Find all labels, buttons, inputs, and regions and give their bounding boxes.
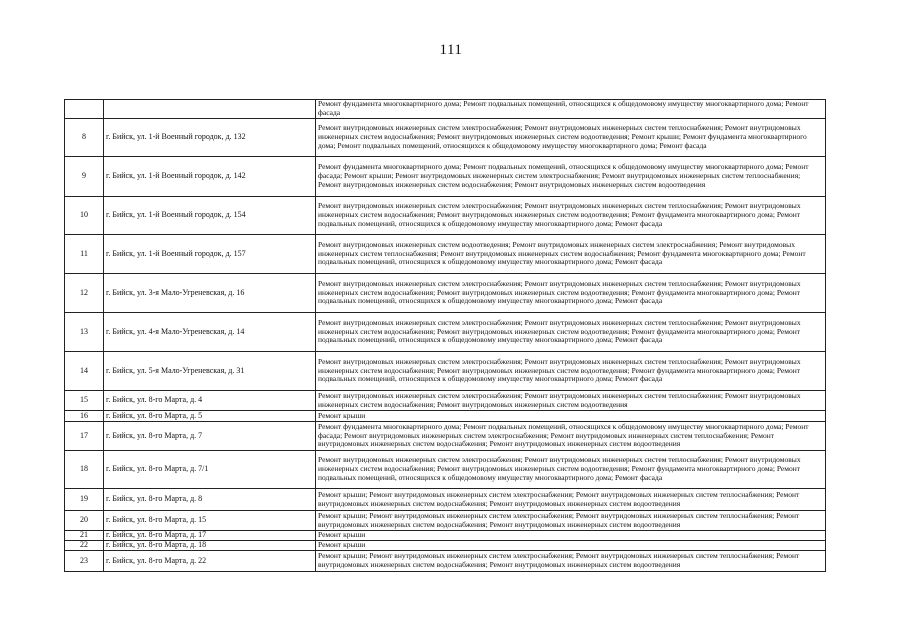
row-address: г. Бийск, ул. 8-го Марта, д. 7/1	[104, 451, 316, 489]
row-address: г. Бийск, ул. 1-й Военный городок, д. 154	[104, 197, 316, 235]
table-row	[65, 422, 826, 451]
row-number: 19	[65, 489, 104, 511]
row-number: 22	[65, 541, 104, 551]
row-number: 12	[65, 274, 104, 313]
table-row	[65, 274, 826, 313]
row-number: 8	[65, 119, 104, 157]
row-number: 17	[65, 422, 104, 451]
row-number: 10	[65, 197, 104, 235]
row-address: г. Бийск, ул. 4-я Мало-Угреневская, д. 14	[104, 313, 316, 352]
row-number: 21	[65, 531, 104, 541]
row-number: 11	[65, 235, 104, 274]
row-works: Ремонт внутридомовых инженерных систем электроснабжения; Ремонт внутридомовых инженерных систем теплоснабжения; Ремонт внутридомовых инженерных систем водоснабжения; Ремонт внутридомовых инженерных систем водоотведения; Ремонт фундамента многоквартирного дома; Ремонт подвальных помещений, относящихся к общедомовому имуществу многоквартирного дома; Ремонт фасада	[316, 274, 826, 313]
row-address: г. Бийск, ул. 1-й Военный городок, д. 157	[104, 235, 316, 274]
table-row	[65, 119, 826, 157]
row-works: Ремонт крыши	[316, 541, 826, 551]
row-works: Ремонт внутридомовых инженерных систем электроснабжения; Ремонт внутридомовых инженерных систем теплоснабжения; Ремонт внутридомовых инженерных систем водоснабжения; Ремонт внутридомовых инженерных систем водоотведения; Ремонт фундамента многоквартирного дома; Ремонт подвальных помещений, относящихся к общедомовому имуществу многоквартирного дома; Ремонт фасада	[316, 352, 826, 391]
row-address	[104, 100, 316, 119]
row-address: г. Бийск, ул. 1-й Военный городок, д. 142	[104, 157, 316, 197]
row-works: Ремонт крыши	[316, 531, 826, 541]
row-works: Ремонт крыши	[316, 411, 826, 422]
table-row	[65, 235, 826, 274]
row-address: г. Бийск, ул. 8-го Марта, д. 18	[104, 541, 316, 551]
row-number: 18	[65, 451, 104, 489]
table-row	[65, 197, 826, 235]
table-row	[65, 551, 826, 572]
row-works: Ремонт внутридомовых инженерных систем электроснабжения; Ремонт внутридомовых инженерных систем теплоснабжения; Ремонт внутридомовых инженерных систем водоснабжения; Ремонт внутридомовых инженерных систем водоотведения; Ремонт фундамента многоквартирного дома; Ремонт подвальных помещений, относящихся к общедомовому имуществу многоквартирного дома; Ремонт фасада	[316, 451, 826, 489]
table-row	[65, 451, 826, 489]
row-address: г. Бийск, ул. 8-го Марта, д. 7	[104, 422, 316, 451]
table-row	[65, 352, 826, 391]
row-works: Ремонт фундамента многоквартирного дома; Ремонт подвальных помещений, относящихся к общедомовому имуществу многоквартирного дома; Ремонт фасада	[316, 100, 826, 119]
row-works: Ремонт фундамента многоквартирного дома; Ремонт подвальных помещений, относящихся к общедомовому имуществу многоквартирного дома; Ремонт фасада; Ремонт крыши; Ремонт внутридомовых инженерных систем электроснабжения; Ремонт внутридомовых инженерных систем теплоснабжения; Ремонт внутридомовых инженерных систем водоснабжения; Ремонт внутридомовых инженерных систем водоотведения	[316, 157, 826, 197]
row-works: Ремонт внутридомовых инженерных систем водоотведения; Ремонт внутридомовых инженерных систем электроснабжения; Ремонт внутридомовых инженерных систем теплоснабжения; Ремонт внутридомовых инженерных систем водоснабжения; Ремонт фундамента многоквартирного дома; Ремонт подвальных помещений, относящихся к общедомовому имуществу многоквартирного дома; Ремонт фасада	[316, 235, 826, 274]
row-works: Ремонт фундамента многоквартирного дома; Ремонт подвальных помещений, относящихся к общедомовому имуществу многоквартирного дома; Ремонт фасада; Ремонт внутридомовых инженерных систем электроснабжения; Ремонт внутридомовых инженерных систем теплоснабжения; Ремонт внутридомовых инженерных систем водоснабжения; Ремонт внутридомовых инженерных систем водоотведения	[316, 422, 826, 451]
row-works: Ремонт крыши; Ремонт внутридомовых инженерных систем электроснабжения; Ремонт внутридомовых инженерных систем теплоснабжения; Ремонт внутридомовых инженерных систем водоснабжения; Ремонт внутридомовых инженерных систем водоотведения	[316, 551, 826, 572]
table-row	[65, 157, 826, 197]
table-row	[65, 489, 826, 511]
row-number	[65, 100, 104, 119]
row-number: 20	[65, 511, 104, 531]
row-address: г. Бийск, ул. 8-го Марта, д. 4	[104, 391, 316, 411]
row-works: Ремонт крыши; Ремонт внутридомовых инженерных систем электроснабжения; Ремонт внутридомовых инженерных систем теплоснабжения; Ремонт внутридомовых инженерных систем водоснабжения; Ремонт внутридомовых инженерных систем водоотведения	[316, 511, 826, 531]
row-number: 15	[65, 391, 104, 411]
row-address: г. Бийск, ул. 8-го Марта, д. 22	[104, 551, 316, 572]
row-address: г. Бийск, ул. 8-го Марта, д. 15	[104, 511, 316, 531]
table-row	[65, 531, 826, 541]
table-row	[65, 511, 826, 531]
row-works: Ремонт внутридомовых инженерных систем электроснабжения; Ремонт внутридомовых инженерных систем теплоснабжения; Ремонт внутридомовых инженерных систем водоснабжения; Ремонт внутридомовых инженерных систем водоотведения; Ремонт крыши; Ремонт фундамента многоквартирного дома; Ремонт подвальных помещений, относящихся к общедомовому имуществу многоквартирного дома; Ремонт фасада	[316, 119, 826, 157]
row-address: г. Бийск, ул. 5-я Мало-Угреневская, д. 31	[104, 352, 316, 391]
row-address: г. Бийск, ул. 1-й Военный городок, д. 132	[104, 119, 316, 157]
repair-works-table	[64, 99, 826, 572]
page-number: 111	[439, 42, 463, 58]
table-row	[65, 391, 826, 411]
row-number: 23	[65, 551, 104, 572]
row-address: г. Бийск, ул. 8-го Марта, д. 17	[104, 531, 316, 541]
row-address: г. Бийск, ул. 8-го Марта, д. 8	[104, 489, 316, 511]
table-row	[65, 411, 826, 422]
table-row	[65, 541, 826, 551]
table-row	[65, 313, 826, 352]
table-row	[65, 100, 826, 119]
row-works: Ремонт внутридомовых инженерных систем электроснабжения; Ремонт внутридомовых инженерных систем теплоснабжения; Ремонт внутридомовых инженерных систем водоснабжения; Ремонт внутридомовых инженерных систем водоотведения; Ремонт фундамента многоквартирного дома; Ремонт подвальных помещений, относящихся к общедомовому имуществу многоквартирного дома; Ремонт фасада	[316, 313, 826, 352]
row-address: г. Бийск, ул. 8-го Марта, д. 5	[104, 411, 316, 422]
row-works: Ремонт внутридомовых инженерных систем электроснабжения; Ремонт внутридомовых инженерных систем теплоснабжения; Ремонт внутридомовых инженерных систем водоснабжения; Ремонт внутридомовых инженерных систем водоотведения	[316, 391, 826, 411]
row-works: Ремонт крыши; Ремонт внутридомовых инженерных систем электроснабжения; Ремонт внутридомовых инженерных систем теплоснабжения; Ремонт внутридомовых инженерных систем водоснабжения; Ремонт внутридомовых инженерных систем водоотведения	[316, 489, 826, 511]
row-works: Ремонт внутридомовых инженерных систем электроснабжения; Ремонт внутридомовых инженерных систем теплоснабжения; Ремонт внутридомовых инженерных систем водоснабжения; Ремонт внутридомовых инженерных систем водоотведения; Ремонт фундамента многоквартирного дома; Ремонт подвальных помещений, относящихся к общедомовому имуществу многоквартирного дома; Ремонт фасада	[316, 197, 826, 235]
row-number: 13	[65, 313, 104, 352]
row-number: 14	[65, 352, 104, 391]
row-number: 16	[65, 411, 104, 422]
row-address: г. Бийск, ул. 3-я Мало-Угреневская, д. 16	[104, 274, 316, 313]
row-number: 9	[65, 157, 104, 197]
